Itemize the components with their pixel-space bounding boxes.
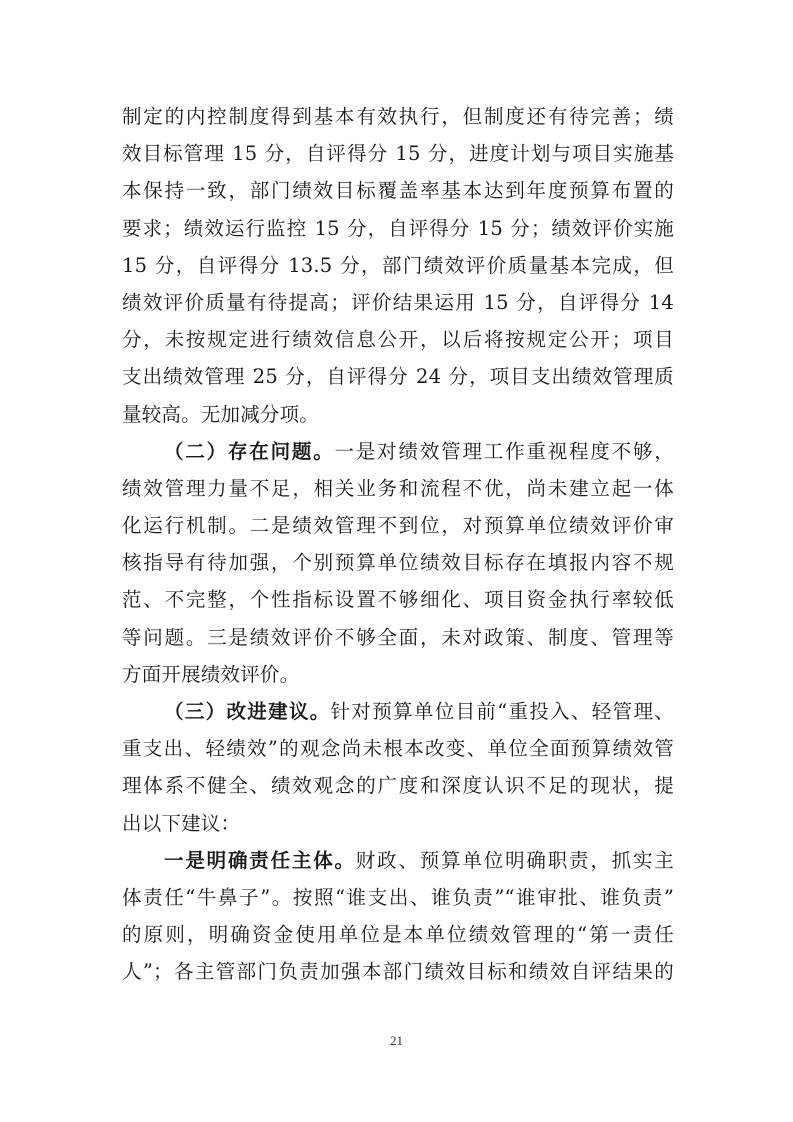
text-line: 支出绩效管理 25 分，自评得分 24 分，项目支出绩效管理质 xyxy=(122,365,674,389)
paragraph-text: 一是对绩效管理工作重视程度不够， xyxy=(334,439,674,463)
text-line: 制定的内控制度得到基本有效执行，但制度还有待完善；绩 xyxy=(122,105,674,128)
text-line: 出以下建议： xyxy=(122,811,241,835)
document-body xyxy=(122,98,674,991)
text-line: 效目标管理 15 分，自评得分 15 分，进度计划与项目实施基 xyxy=(122,142,674,166)
text-line: 等问题。三是绩效评价不够全面，未对政策、制度、管理等 xyxy=(122,625,674,649)
text-line: 本保持一致，部门绩效目标覆盖率基本达到年度预算布置的 xyxy=(122,179,674,203)
text-line: 绩效评价质量有待提高；评价结果运用 15 分，自评得分 14 xyxy=(122,290,674,314)
text-line: 人”；各主管部门负责加强本部门绩效目标和绩效自评结果的 xyxy=(122,960,674,984)
text-line: 体责任“牛鼻子”。按照“谁支出、谁负责”“谁审批、谁负责” xyxy=(122,885,674,909)
section-heading: （三）改进建议。 xyxy=(164,700,331,723)
text-line: 的原则，明确资金使用单位是本单位绩效管理的“第一责任 xyxy=(122,923,674,947)
text-line: 15 分，自评得分 13.5 分，部门绩效评价质量基本完成，但 xyxy=(122,253,674,277)
subsection-heading-line xyxy=(122,842,674,879)
text-line: 重支出、轻绩效”的观念尚未根本改变、单位全面预算绩效管 xyxy=(122,737,674,761)
text-line: 要求；绩效运行监控 15 分，自评得分 15 分；绩效评价实施 xyxy=(122,216,674,240)
section-heading: （二）存在问题。 xyxy=(164,439,335,463)
text-line: 方面开展绩效评价。 xyxy=(122,662,300,686)
section-heading-line xyxy=(122,693,674,730)
section-heading-line xyxy=(122,433,674,470)
text-line: 绩效管理力量不足，相关业务和流程不优，尚未建立起一体 xyxy=(122,476,674,500)
text-line: 分，未按规定进行绩效信息公开，以后将按规定公开；项目 xyxy=(122,328,674,352)
text-line: 理体系不健全、绩效观念的广度和深度认识不足的现状，提 xyxy=(122,774,674,798)
text-line: 核指导有待加强，个别预算单位绩效目标存在填报内容不规 xyxy=(122,551,674,575)
subsection-heading: 一是明确责任主体。 xyxy=(164,848,356,872)
paragraph-text: 财政、预算单位明确职责，抓实主 xyxy=(355,848,674,872)
text-line: 化运行机制。二是绩效管理不到位，对预算单位绩效评价审 xyxy=(122,514,674,538)
text-line: 量较高。无加减分项。 xyxy=(122,402,320,426)
paragraph-text: 针对预算单位目前“重投入、轻管理、 xyxy=(330,700,674,723)
text-line: 范、不完整，个性指标设置不够细化、项目资金执行率较低 xyxy=(122,588,674,612)
page-number: 21 xyxy=(390,1033,403,1048)
